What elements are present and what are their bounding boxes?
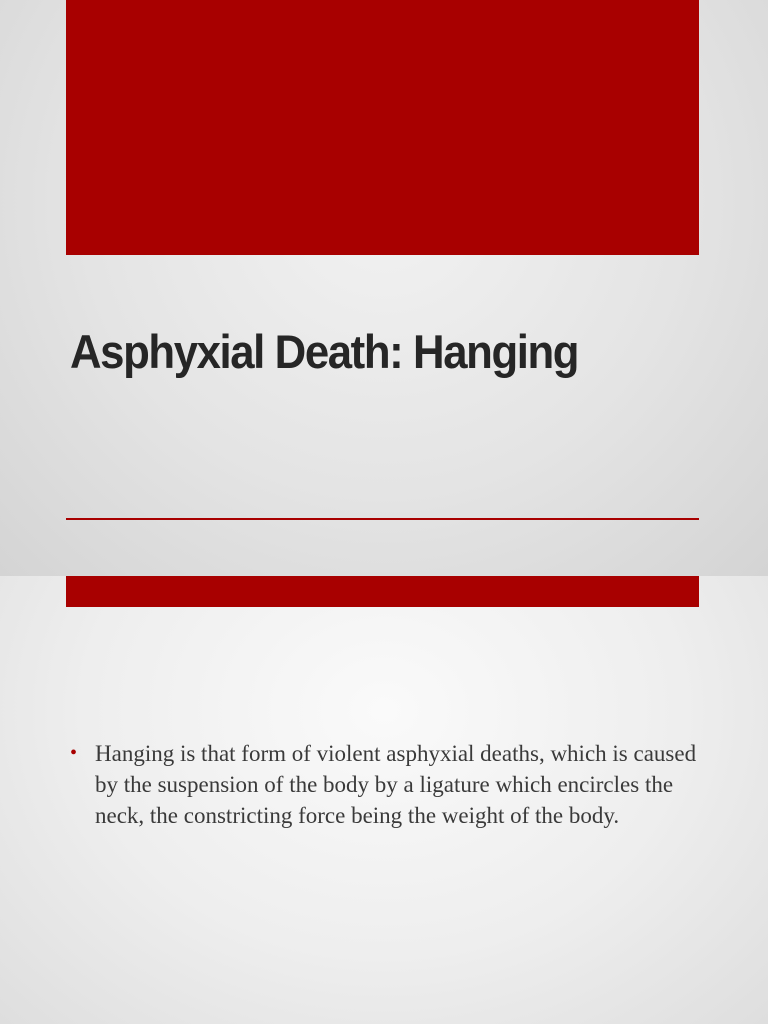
title-underline-divider: [66, 518, 699, 520]
title-slide-red-banner: [66, 0, 699, 255]
slide-title: Asphyxial Death: Hanging: [70, 325, 579, 378]
content-slide: [0, 576, 768, 1024]
bullet-list: [70, 738, 700, 831]
bullet-text: Hanging is that form of violent asphyxial deaths, which is caused by the suspension of the body by a ligature which encircles the neck, the constricting force being the weight of the body.: [95, 741, 697, 828]
bullet-item: [70, 738, 700, 831]
bullet-marker: •: [70, 742, 78, 764]
content-slide-red-banner: [66, 576, 699, 607]
